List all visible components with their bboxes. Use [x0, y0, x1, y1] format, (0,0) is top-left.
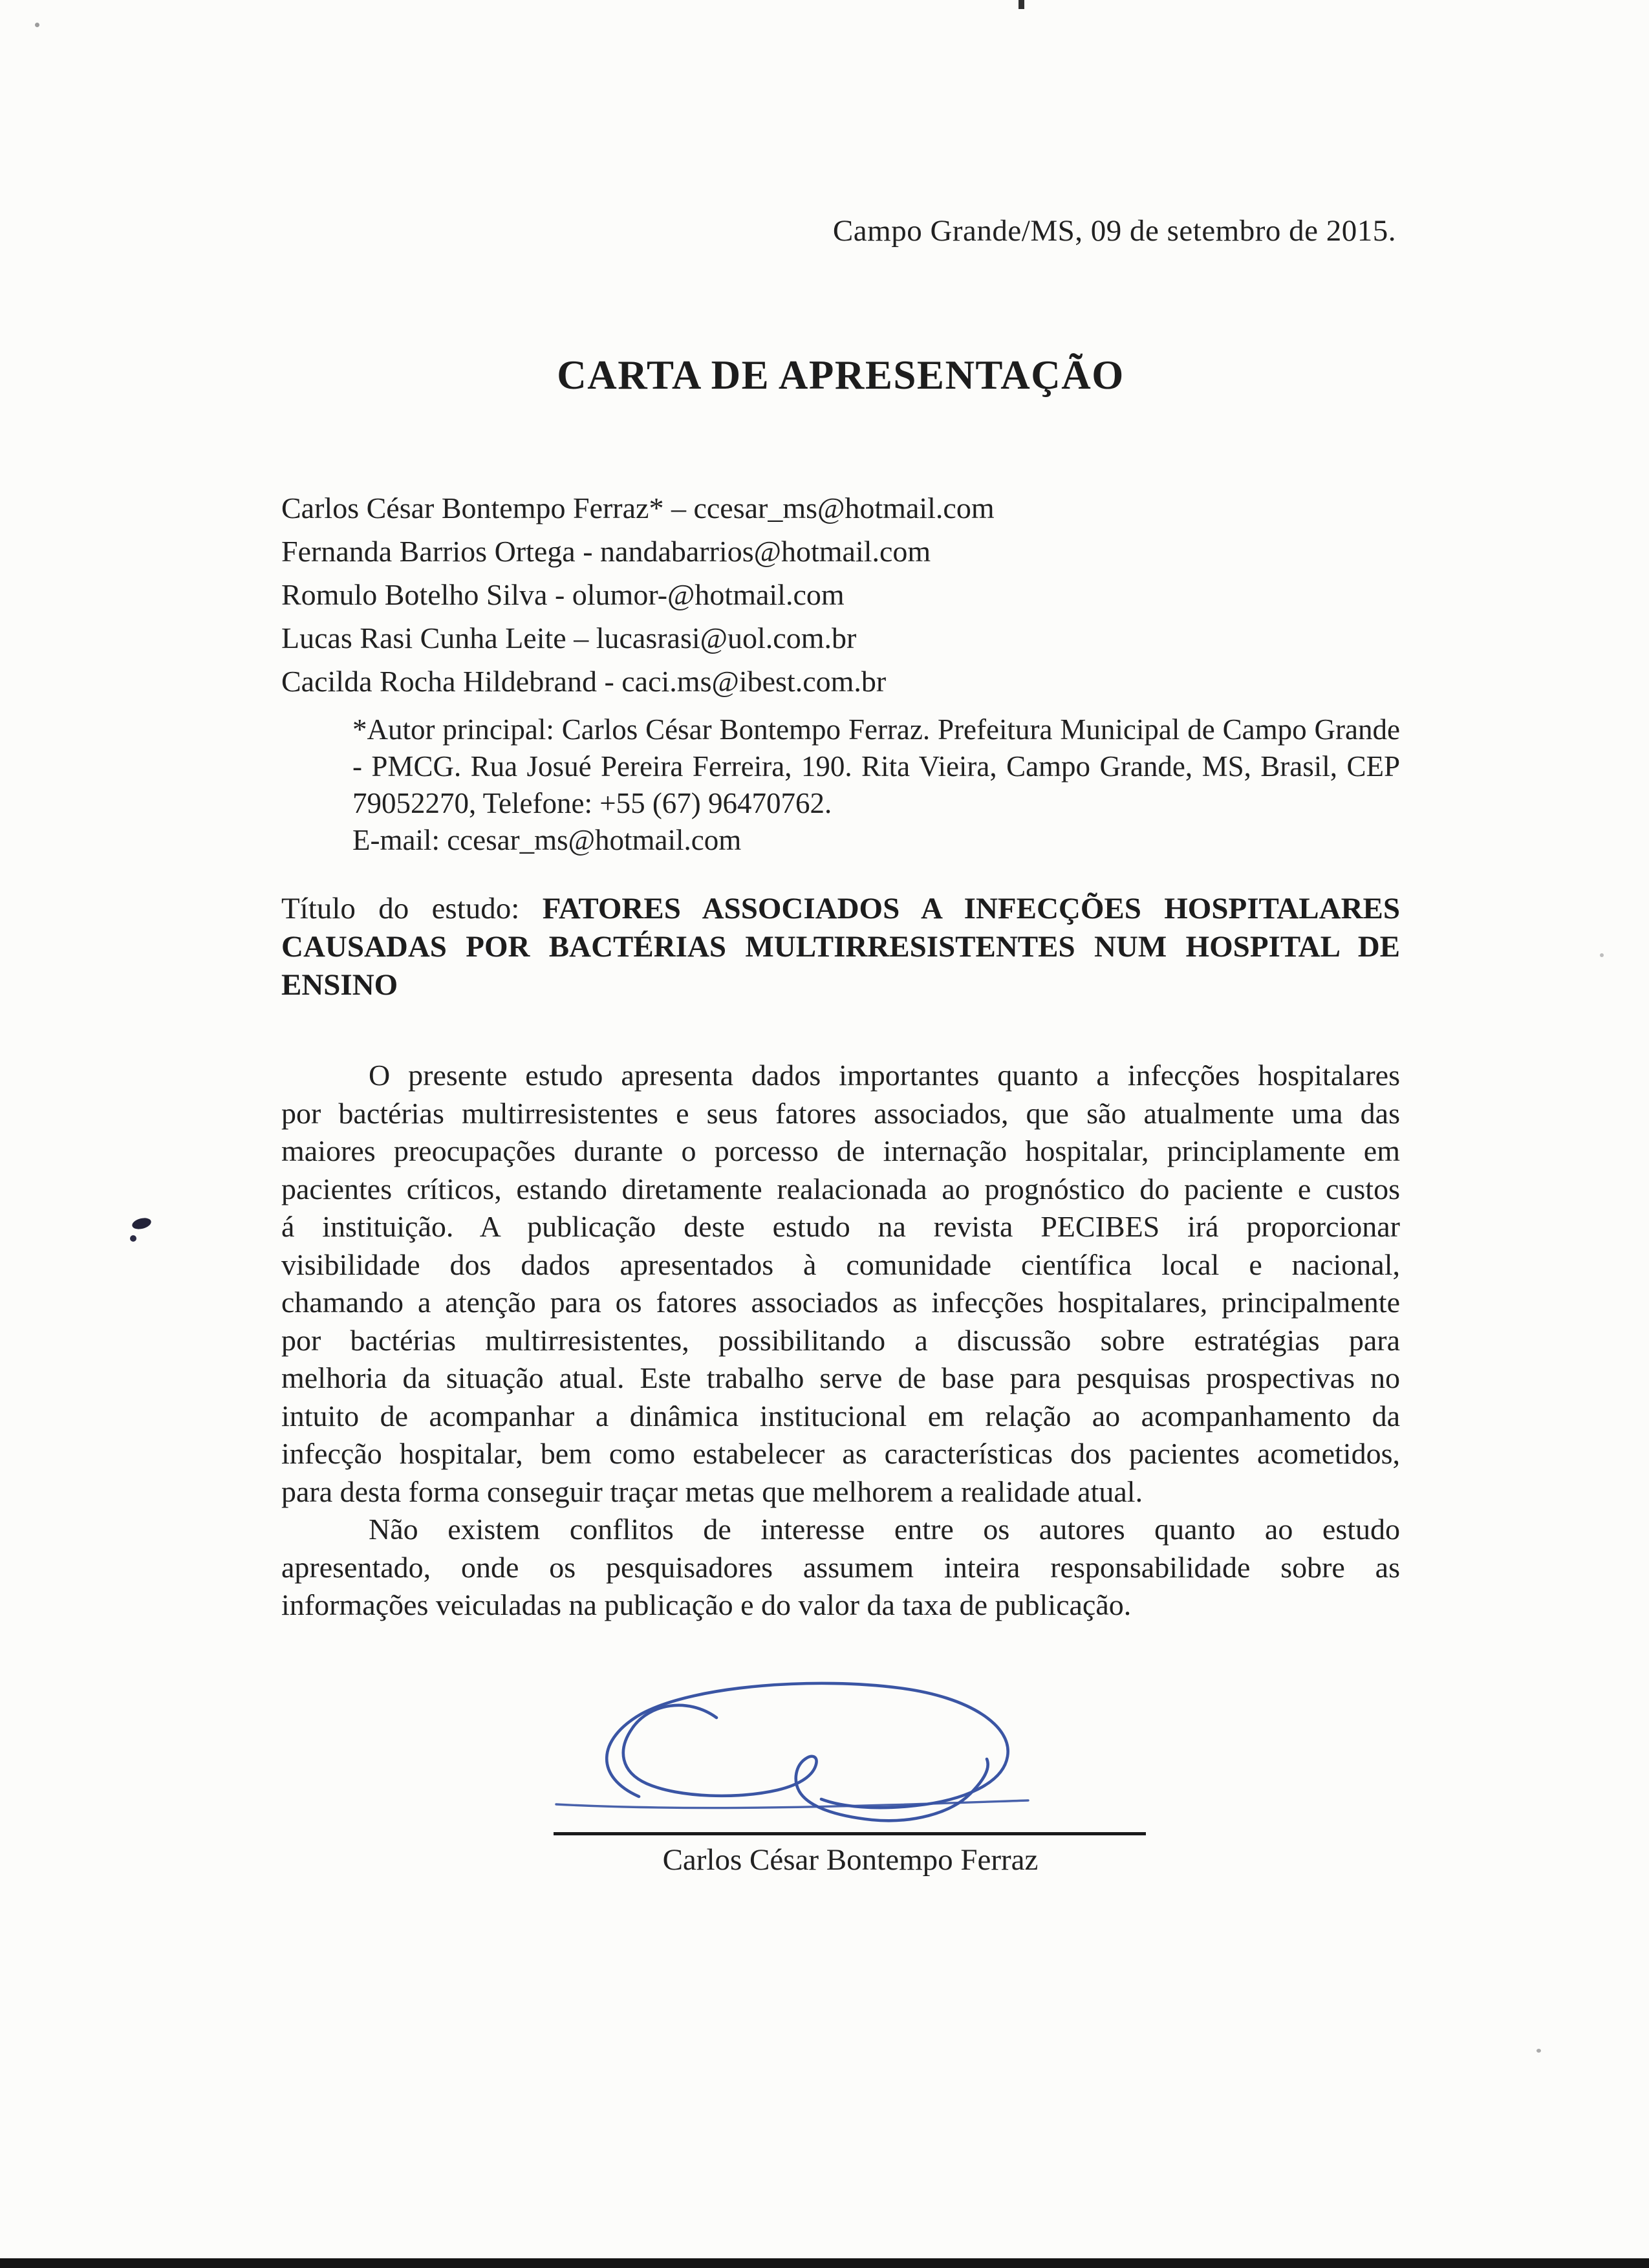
study-title-label: Título do estudo:	[281, 892, 543, 925]
ink-blot-mark	[131, 1216, 153, 1231]
body-line: chamando a atenção para os fatores associados as infecções hospitalares, principalmente	[281, 1286, 1400, 1319]
letter-body	[281, 1057, 1400, 1625]
body-line: intuito de acompanhar a dinâmica institucional em relação ao acompanhamento da	[281, 1399, 1400, 1432]
study-title-line: ENSINO	[281, 968, 398, 1002]
scan-artifact-top-tick	[1018, 0, 1024, 9]
author-line: Lucas Rasi Cunha Leite – lucasrasi@uol.com.br	[281, 621, 857, 654]
body-line: informações veiculadas na publicação e do valor da taxa de publicação.	[281, 1588, 1132, 1621]
scan-speck	[35, 23, 39, 27]
author-line: Carlos César Bontempo Ferraz* – ccesar_ms@hotmail.com	[281, 491, 995, 524]
scanner-bottom-edge	[0, 2258, 1649, 2268]
study-title-line	[281, 890, 1400, 928]
body-line: pacientes críticos, estando diretamente realacionada ao prognóstico do paciente e custos	[281, 1172, 1400, 1205]
study-title-block	[281, 890, 1400, 1004]
note-line: E-mail: ccesar_ms@hotmail.com	[352, 824, 742, 856]
study-title-line: CAUSADAS POR BACTÉRIAS MULTIRRESISTENTES NUM HOSPITAL DE	[281, 930, 1400, 964]
ink-blot-dot	[130, 1235, 136, 1242]
body-line: á instituição. A publicação deste estudo na revista PECIBES irá proporcionar	[281, 1210, 1400, 1243]
body-line: Não existem conflitos de interesse entre os autores quanto ao estudo	[369, 1513, 1400, 1546]
body-line: melhoria da situação atual. Este trabalho serve de base para pesquisas prospectivas no	[281, 1361, 1400, 1394]
body-line: por bactérias multirresistentes, possibilitando a discussão sobre estratégias para	[281, 1323, 1400, 1357]
body-line: visibilidade dos dados apresentados à comunidade científica local e nacional,	[281, 1247, 1400, 1281]
note-line: 79052270, Telefone: +55 (67) 96470762.	[352, 787, 832, 819]
note-line: *Autor principal: Carlos César Bontempo Ferraz. Prefeitura Municipal de Campo Grande	[352, 713, 1400, 746]
study-title-bold: FATORES ASSOCIADOS A INFECÇÕES HOSPITALARES	[542, 892, 1401, 925]
scan-speck	[1600, 953, 1604, 957]
principal-author-note	[352, 711, 1400, 859]
signatory-name: Carlos César Bontempo Ferraz	[662, 1843, 1039, 1877]
handwritten-signature-scribble	[543, 1675, 1054, 1843]
body-line: O presente estudo apresenta dados importantes quanto a infecções hospitalares	[369, 1059, 1400, 1092]
note-line: - PMCG. Rua Josué Pereira Ferreira, 190. Rita Vieira, Campo Grande, MS, Brasil, CEP	[352, 750, 1400, 783]
author-line: Fernanda Barrios Ortega - nandabarrios@hotmail.com	[281, 535, 931, 568]
author-list	[281, 486, 995, 703]
body-line: por bactérias multirresistentes e seus fatores associados, que são atualmente uma das	[281, 1096, 1400, 1130]
author-line: Romulo Botelho Silva - olumor-@hotmail.com	[281, 578, 845, 611]
scan-speck	[1536, 2049, 1541, 2053]
body-line: apresentado, onde os pesquisadores assumem inteira responsabilidade sobre as	[281, 1550, 1400, 1584]
body-line: infecção hospitalar, bem como estabelecer as características dos pacientes acometidos,	[281, 1437, 1400, 1470]
body-line: para desta forma conseguir traçar metas que melhorem a realidade atual.	[281, 1474, 1143, 1508]
body-line: maiores preocupações durante o porcesso de internação hospitalar, principlamente em	[281, 1134, 1400, 1167]
author-line: Cacilda Rocha Hildebrand - caci.ms@ibest.com.br	[281, 665, 887, 698]
letter-title: CARTA DE APRESENTAÇÃO	[557, 352, 1125, 398]
date-line: Campo Grande/MS, 09 de setembro de 2015.	[832, 214, 1396, 248]
signature-underline	[554, 1832, 1146, 1835]
